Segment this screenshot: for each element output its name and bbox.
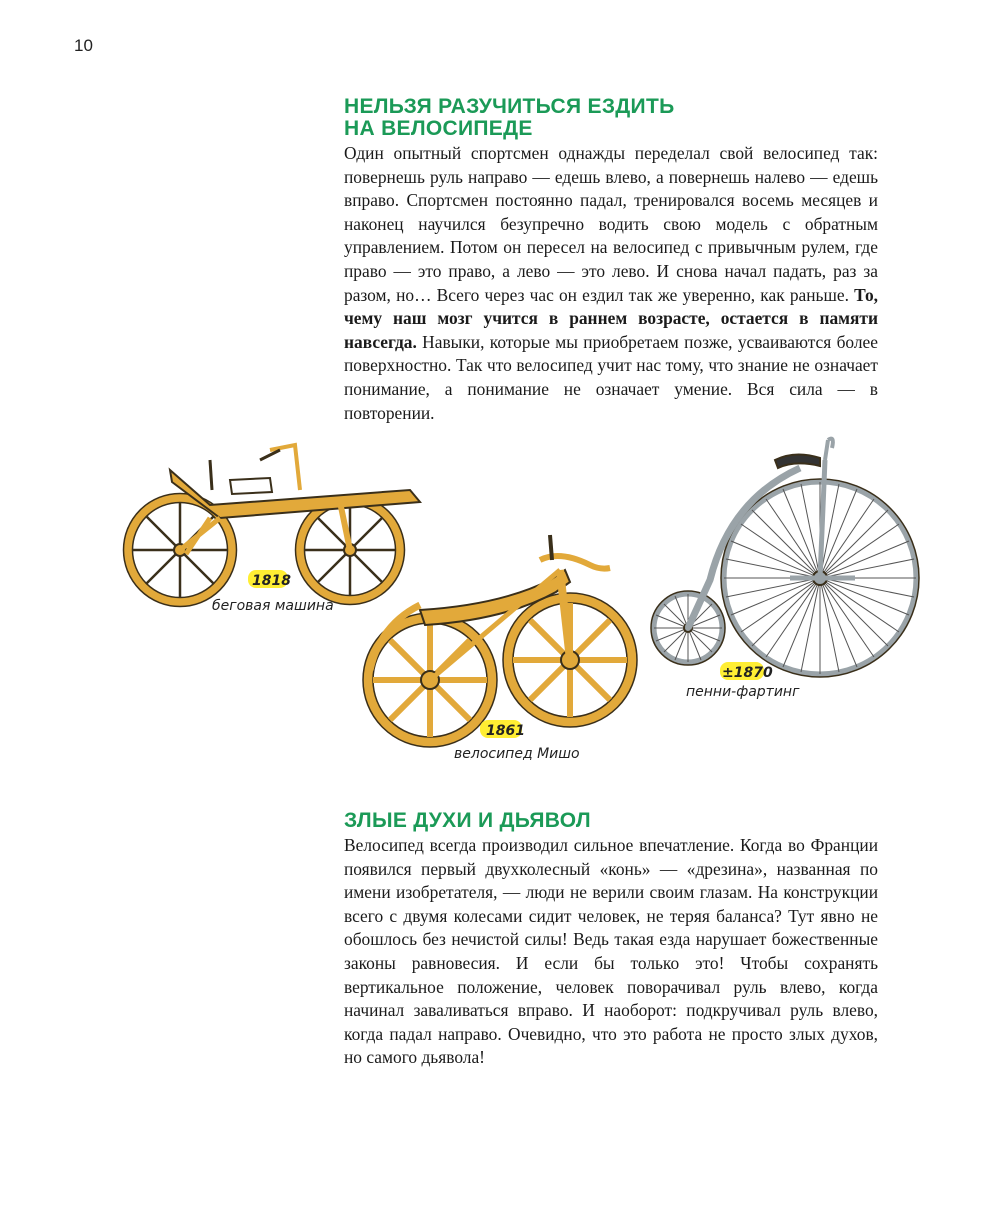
draisine-year: 1818 — [252, 573, 291, 589]
penny-farthing-bike — [651, 439, 919, 677]
bicycle-illustrations — [120, 430, 930, 790]
section-title-line1: НЕЛЬЗЯ РАЗУЧИТЬСЯ ЕЗДИТЬ — [344, 95, 675, 118]
section-evil-spirits-and-devil — [344, 810, 878, 1070]
penny-year: ±1870 — [722, 665, 773, 681]
body-text-a: Один опытный спортсмен однажды переделал свой велосипед так: повернешь руль направо — едешь влево, а повернешь налево — едешь вправо. Спортсмен постоянно падал, тренировался восемь месяцев и наконец научился безупречно водить свою модель с обратным управлением. Потом он пересел на велосипед с привычным рулем, где право — это право, а лево — это лево. И снова начал падать, раз за разом, но… Всего через час он ездил так же уверенно, как раньше. — [344, 143, 878, 305]
section-cant-unlearn-cycling — [344, 96, 878, 425]
page-number: 10 — [74, 36, 93, 55]
michaux-year: 1861 — [486, 723, 525, 739]
penny-caption: пенни-фартинг — [686, 684, 800, 700]
section-title — [344, 96, 878, 140]
section-title: ЗЛЫЕ ДУХИ И ДЬЯВОЛ — [344, 809, 591, 832]
bicycles-drawing — [120, 430, 930, 790]
body-text-bold: То, чему наш мозг учится в раннем возрасте, остается в памяти навсегда. — [344, 284, 878, 352]
draisine-caption: беговая машина — [212, 598, 334, 614]
body-text-b: Навыки, которые мы приобретаем позже, усваиваются более поверхностно. Так что велосипед учит нас тому, что знание не означает понимание, а понимание не означает умение. Вся сила — в повторении. — [344, 331, 878, 423]
michaux-bike — [363, 535, 637, 747]
section-body: Велосипед всегда производил сильное впечатление. Когда во Франции появился первый двухколесный «конь» — «дрезина», названная по имени изобретателя, — люди не верили своим глазам. На конструкции всего с двумя колесами сидит человек, не теряя баланса? Тут явно не обошлось без нечистой силы! Ведь такая езда нарушает божественные законы равновесия. И если бы только это! Чтобы сохранять вертикальное положение, человек поворачивал руль влево, когда начинал заваливаться вправо. И наоборот: подкручивал руль влево, когда падал направо. Очевидно, что это работа не просто злых духов, но самого дьявола! — [344, 835, 878, 1068]
section-body — [344, 142, 878, 425]
michaux-caption: велосипед Мишо — [454, 746, 580, 762]
section-title-line2: НА ВЕЛОСИПЕДЕ — [344, 117, 533, 140]
